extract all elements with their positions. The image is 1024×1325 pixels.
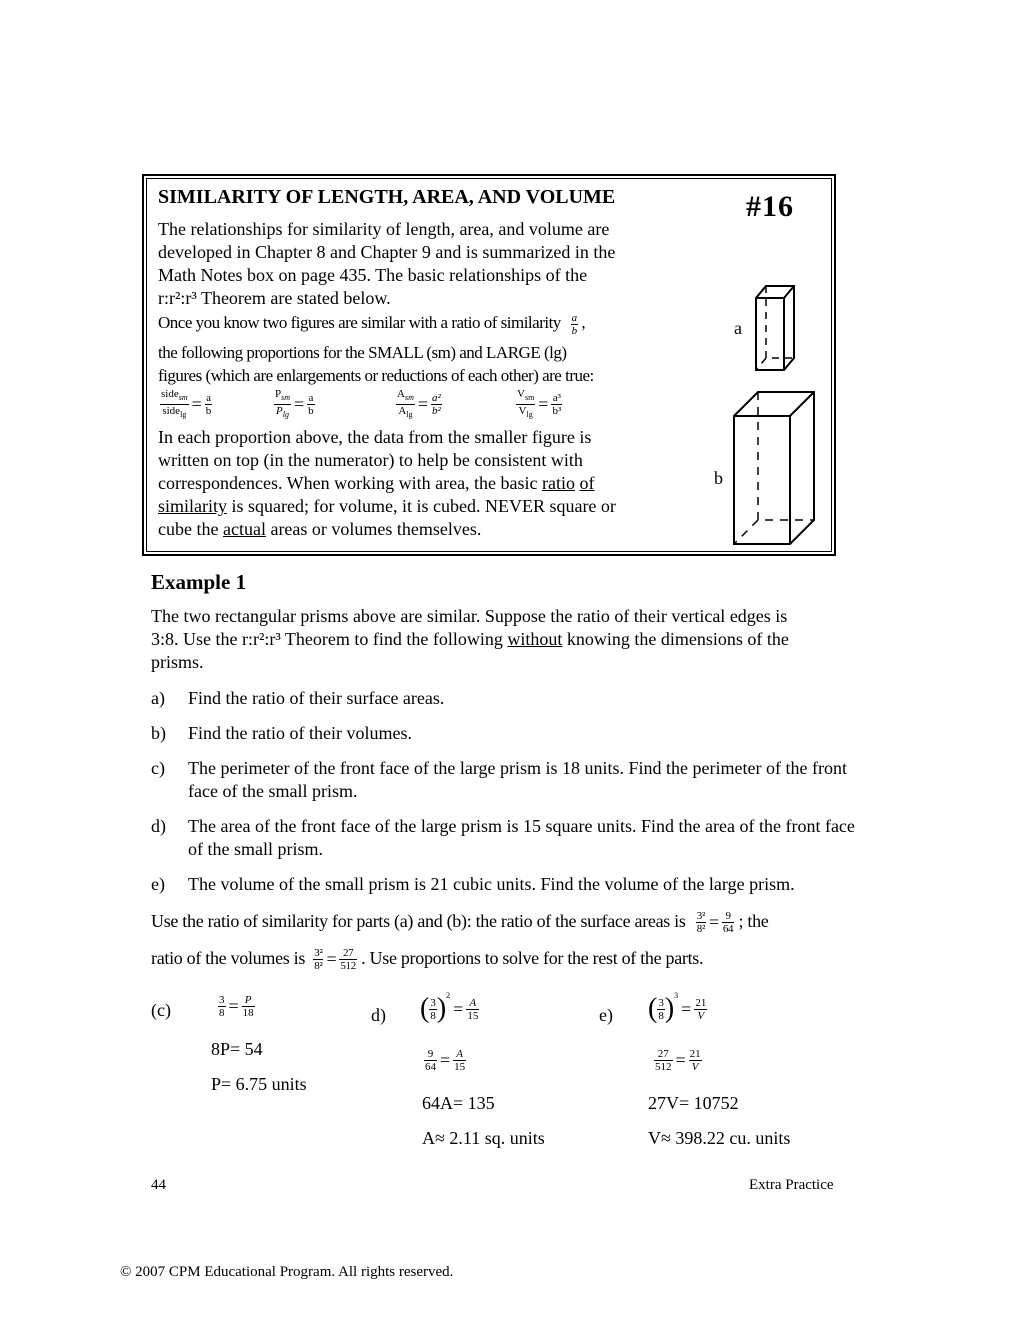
prop-left: $\frac{side_{sm}}{side_{lg}}$ [161, 388, 188, 420]
closing-line: In each proportion above, the data from the smaller figure is [158, 427, 592, 447]
solution-line-2: ratio of the volumes is $\frac{\text{3²}}{\text{8²}}$ = $\frac{27}{512}$ . Use proportions to solve for the rest of the parts. [151, 947, 704, 973]
box-closing [158, 426, 616, 541]
part-d-step-2: A≈ 2.11 sq. units [422, 1128, 545, 1148]
example-title: Example 1 [151, 570, 247, 594]
prisms-diagram [714, 280, 830, 550]
proportion-area: $\frac{A_{sm}}{A_{lg}}$ = $\frac{\text{a²}}{\text{b²}}$ [397, 388, 441, 420]
prism-b [734, 392, 814, 544]
prop-left: $\frac{A_{sm}}{A_{lg}}$ [397, 388, 414, 420]
prism-a-label: a [734, 318, 742, 338]
example-item-e: e) The volume of the small prism is 21 cubic units. Find the volume of the large prism. [151, 874, 795, 894]
part-e-step-1: 27V= 10752 [648, 1093, 739, 1113]
vol-frac-1: $\frac{\text{3²}}{\text{8²}}$ [314, 947, 323, 973]
ratio-fraction: $\frac{a}{b}$ [571, 311, 577, 337]
intro-line: The relationships for similarity of length, area, and volume are [158, 219, 610, 239]
box-title: SIMILARITY OF LENGTH, AREA, AND VOLUME [158, 186, 616, 208]
example-intro [151, 605, 789, 674]
proportion-side: $\frac{side_{sm}}{side_{lg}}$ = $\frac{a}{b}$ [161, 388, 212, 420]
example-intro-line: prisms. [151, 652, 204, 672]
intro-line: developed in Chapter 8 and Chapter 9 and is summarized in the [158, 242, 616, 262]
closing-line: cube the actual areas or volumes themselves. [158, 519, 482, 539]
example-intro-line: 3:8. Use the r:r²:r³ Theorem to find the following without knowing the dimensions of the [151, 629, 789, 649]
once-comma: , [581, 313, 586, 332]
closing-line: correspondences. When working with area, the basic ratio of [158, 473, 595, 493]
copyright: © 2007 CPM Educational Program. All rights reserved. [120, 1264, 454, 1280]
example-item-c: c) The perimeter of the front face of the large prism is 18 units. Find the perimeter of the front face of the small prism. [151, 758, 847, 801]
footer-section: Extra Practice [749, 1177, 834, 1193]
part-e-proportion-2: $\frac{27}{512}$ = $\frac{21}{V}$ [655, 1048, 701, 1073]
part-e-label: e) [599, 1005, 613, 1025]
box-intro [158, 218, 615, 310]
part-c-step-2: P= 6.75 units [211, 1074, 307, 1094]
part-c-label: (c) [151, 1000, 171, 1020]
once-text: Once you know two figures are similar with a ratio of similarity [158, 313, 561, 332]
prop-left: $\frac{V_{sm}}{V_{lg}}$ [517, 388, 535, 420]
part-d-proportion-2: $\frac{9}{64}$ = $\frac{A}{15}$ [425, 1048, 466, 1073]
part-d-label: d) [371, 1005, 386, 1025]
vol-frac-2: $\frac{27}{512}$ [340, 947, 356, 973]
intro-line: Math Notes box on page 435. The basic relationships of the [158, 265, 588, 285]
prism-a [756, 286, 794, 370]
page-number: 44 [151, 1177, 166, 1193]
proportion-volume: $\frac{V_{sm}}{V_{lg}}$ = $\frac{\text{a³}}{\text{b³}}$ [517, 388, 562, 420]
part-d-proportion: ( $\frac{3}{8}$ )$^2$= $\frac{A}{15}$ [420, 991, 479, 1024]
example-item-b: b) Find the ratio of their volumes. [151, 723, 412, 743]
proportion-perimeter: $\frac{P_{sm}}{P_{lg}}$ = $\frac{a}{b}$ [275, 388, 314, 420]
prop-left: $\frac{P_{sm}}{P_{lg}}$ [275, 388, 291, 420]
box-number: #16 [746, 190, 794, 223]
part-e-proportion: ( $\frac{3}{8}$ )$^3$= $\frac{21}{V}$ [648, 991, 707, 1024]
following-line: figures (which are enlargements or reductions of each other) are true: [158, 366, 594, 385]
prop-right: $\frac{a}{b}$ [308, 392, 314, 418]
prop-right: $\frac{a}{b}$ [205, 392, 212, 418]
prop-right: $\frac{\text{a³}}{\text{b³}}$ [552, 392, 562, 418]
closing-line: written on top (in the numerator) to help be consistent with [158, 450, 583, 470]
following-text [158, 341, 594, 387]
part-c-step-1: 8P= 54 [211, 1039, 263, 1059]
sa-frac-1: $\frac{\text{3²}}{\text{8²}}$ [696, 910, 705, 936]
example-item-a: a) Find the ratio of their surface areas. [151, 688, 445, 708]
once-line [158, 311, 585, 337]
closing-line: similarity is squared; for volume, it is cubed. NEVER square or [158, 496, 616, 516]
intro-line: r:r²:r³ Theorem are stated below. [158, 288, 391, 308]
prop-right: $\frac{\text{a²}}{\text{b²}}$ [432, 392, 441, 418]
prism-b-label: b [714, 468, 723, 488]
part-c-proportion: $\frac{3}{8}$ = $\frac{P}{18}$ [219, 994, 254, 1019]
part-e-step-2: V≈ 398.22 cu. units [648, 1128, 791, 1148]
sa-frac-2: $\frac{9}{64}$ [722, 910, 734, 936]
example-intro-line: The two rectangular prisms above are similar. Suppose the ratio of their vertical edges is [151, 606, 788, 626]
solution-line-1: Use the ratio of similarity for parts (a) and (b): the ratio of the surface areas is $\frac{\text{3²}}{\text{8²}}$ = $\frac{9}{64}$ ; the [151, 910, 769, 936]
following-line: the following proportions for the SMALL (sm) and LARGE (lg) [158, 343, 567, 362]
example-item-d: d) The area of the front face of the large prism is 15 square units. Find the area of the front face of the small prism. [151, 816, 855, 859]
part-d-step-1: 64A= 135 [422, 1093, 495, 1113]
